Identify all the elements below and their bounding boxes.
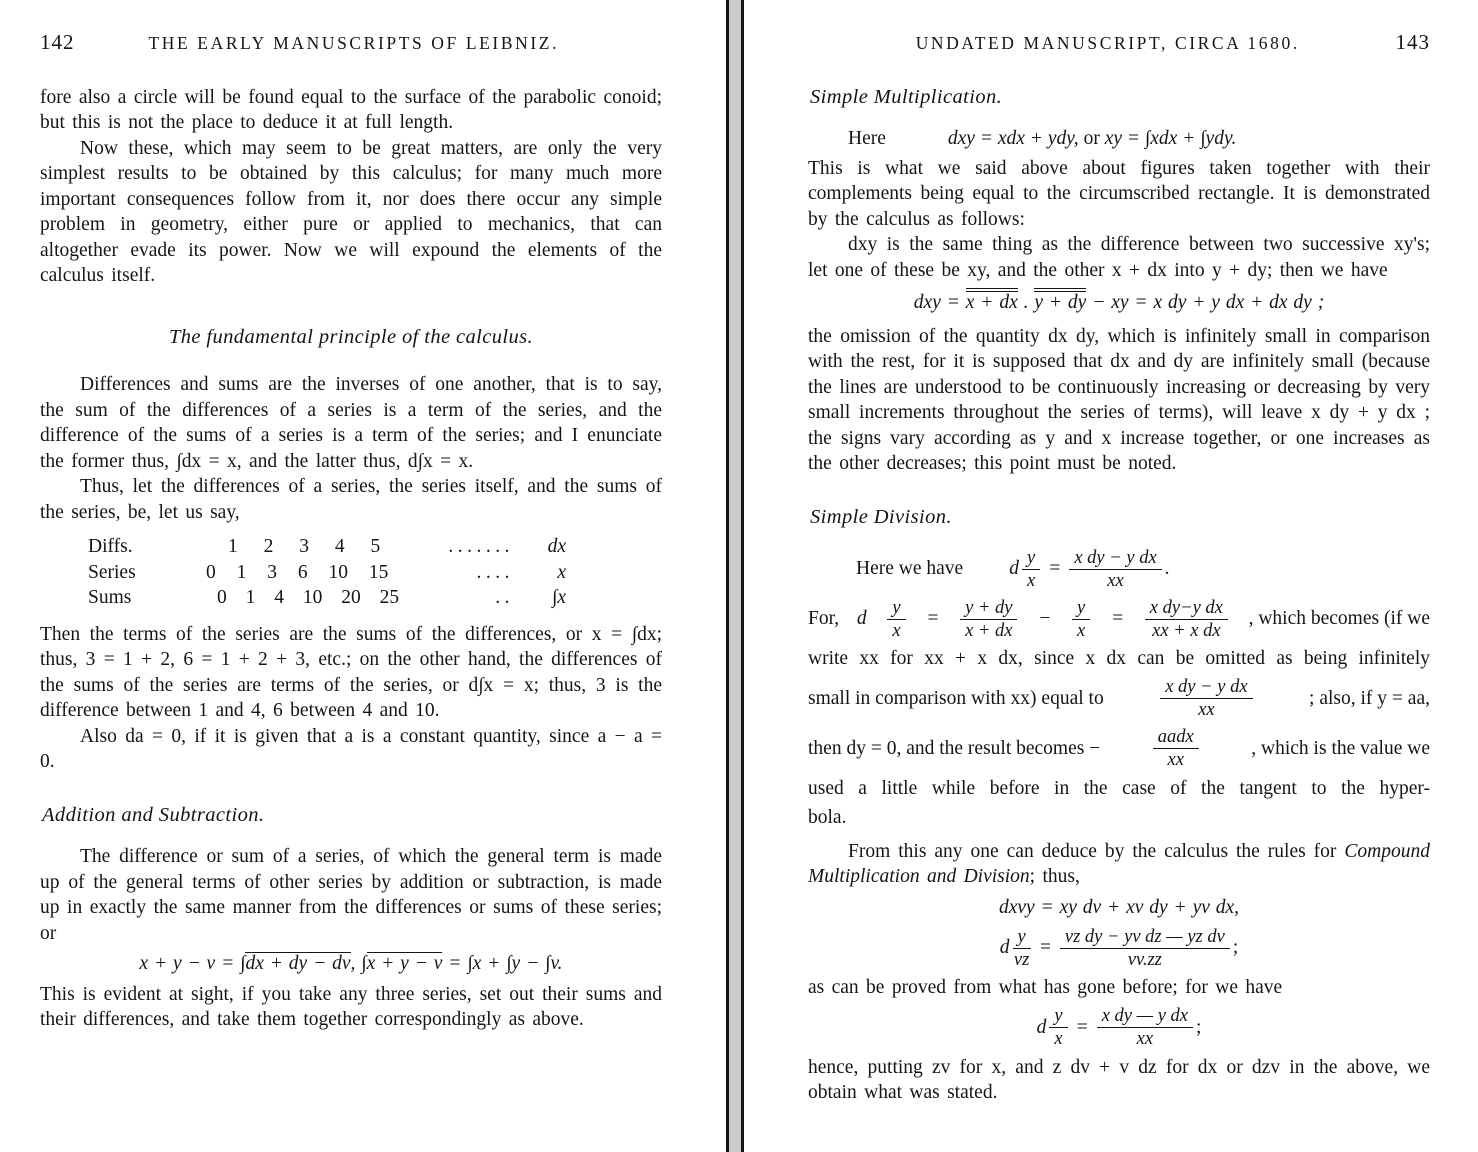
- double-overline-term: y + dy: [1034, 288, 1086, 313]
- paragraph-figures-complements: This is what we said above about figures taken together with their complements being equal to the circumscribed rectangle. It is demonstrated by the calculus as follows:: [808, 157, 1430, 230]
- row-values: 1 2 3 4 5: [228, 536, 381, 557]
- paragraph-conoid: fore also a circle will be found equal to the surface of the parabolic conoid; but this is not the place to deduce it at full length.: [40, 86, 662, 133]
- paragraph-dxy-difference: dxy is the same thing as the difference between two successive xy's; let one of these be xy, and the other x + dx into y + dy; then we have: [808, 234, 1430, 281]
- denominator: xx: [1198, 700, 1215, 720]
- row-label: Diffs.: [88, 536, 133, 557]
- running-head-left: [40, 30, 662, 57]
- row-symbol: x: [557, 561, 566, 583]
- running-title-left: THE EARLY MANUSCRIPTS OF LEIBNIZ.: [148, 33, 560, 53]
- numerator: y + dy: [960, 598, 1017, 620]
- fraction-aadx-over-xx: [1153, 727, 1199, 770]
- text-segment: , which becomes (if we: [1248, 608, 1430, 630]
- denominator: x + dx: [965, 620, 1013, 641]
- denominator: vv.zz: [1127, 949, 1162, 970]
- page-right-143: [808, 30, 1430, 1106]
- denominator: xx: [1136, 1029, 1154, 1049]
- text-segment: , which is the value we: [1251, 737, 1430, 759]
- formula-segment: dxy = xdx + ydy,: [947, 128, 1079, 149]
- denominator: xx + x dx: [1152, 620, 1221, 641]
- paragraph-compound-rules: [808, 839, 1430, 890]
- running-head-right: [808, 30, 1430, 57]
- denominator: xx: [1167, 750, 1184, 770]
- formula-segment: xy = ∫xdx + ∫ydy.: [1104, 128, 1237, 149]
- d-operator: d: [856, 608, 867, 630]
- text-segment: then dy = 0, and the result becomes −: [808, 737, 1101, 759]
- minus-sign: −: [1038, 608, 1052, 630]
- d-operator: d: [1009, 558, 1019, 580]
- formula-line-for-derivation: [808, 596, 1430, 642]
- equals-sign: =: [926, 608, 940, 630]
- table-row-series: [88, 560, 566, 586]
- denominator: x: [1026, 570, 1036, 591]
- formula-segment: or: [1078, 128, 1105, 149]
- section-heading-simple-division: Simple Division.: [810, 505, 952, 528]
- fraction-vzdy-over-vvzz: [1060, 927, 1230, 970]
- fraction-ydy-over-xdx: [960, 598, 1017, 641]
- equals-sign: =: [1075, 1016, 1089, 1038]
- formula-line-equal-to: [808, 676, 1430, 722]
- numerator: vz dy − yv dz — yz dv: [1060, 927, 1230, 949]
- text-segment: From this any one can deduce by the calculus the rules for: [848, 840, 1345, 862]
- formula-segment: dxy =: [913, 292, 966, 313]
- formula-compound-division: [808, 925, 1430, 971]
- overline-term: x + y − v: [366, 953, 443, 974]
- fraction-xdy-ydx-over-xx: [1097, 1006, 1193, 1049]
- row-symbol: ∫x: [552, 587, 566, 608]
- formula-dxy-expansion: [808, 288, 1430, 316]
- punctuation: .: [1164, 558, 1170, 580]
- paragraph-proved-before: as can be proved from what has gone before; for we have: [808, 977, 1283, 998]
- double-overline-term: x + dx: [966, 288, 1018, 313]
- formula-segment: x + y − v = ∫: [139, 953, 246, 974]
- paragraph-difference-or-sum: The difference or sum of a series, of which the general term is made up of the general terms of other series by addition or subtraction, is made up in exactly the same manner from the differences or sums of these series; or: [40, 846, 662, 944]
- formula-line-division-here: [808, 546, 1430, 592]
- table-row-sums: [88, 585, 566, 611]
- equals-sign: =: [1048, 558, 1062, 580]
- denominator: vz: [1013, 949, 1030, 970]
- numerator: x dy − y dx: [1160, 677, 1252, 699]
- section-heading-fundamental-principle: The fundamental principle of the calculus.: [168, 325, 534, 348]
- formula-division-recap: [808, 1005, 1430, 1051]
- text-line-write-xx: write xx for xx + x dx, since x dx can be omitted as being infinitely: [808, 648, 1430, 669]
- punctuation: ;: [1196, 1016, 1202, 1038]
- row-dots: .......: [448, 536, 514, 557]
- row-values: 0 1 4 10 20 25: [217, 587, 400, 608]
- text-line-bola: bola.: [808, 807, 847, 828]
- denominator: x: [1077, 620, 1086, 641]
- punctuation: ;: [1232, 937, 1239, 959]
- equals-sign: =: [1038, 937, 1052, 959]
- section-heading-addition-subtraction: Addition and Subtraction.: [42, 803, 265, 826]
- text-line-tangent-hyperbola: used a little while before in the case of the tangent to the hyper-: [808, 777, 1430, 799]
- for-label: For,: [808, 608, 840, 630]
- row-dots: ..: [495, 587, 514, 608]
- row-values: 0 1 3 6 10 15: [206, 561, 389, 583]
- equals-sign: =: [1110, 608, 1125, 630]
- fraction-y-over-x: [1022, 548, 1040, 591]
- page-number-left: 142: [40, 30, 75, 54]
- formula-addition-subtraction: [40, 951, 662, 977]
- table-row-diffs: [88, 534, 566, 560]
- formula-segment: , ∫: [350, 953, 367, 974]
- denominator: xx: [1107, 570, 1124, 591]
- numerator: y: [1022, 548, 1040, 570]
- numerator: x dy−y dx: [1145, 598, 1228, 620]
- italic-phrase-compound: Compound Multiplication and Division: [808, 840, 1430, 887]
- paragraph-then-the-terms: Then the terms of the series are the sums of the differences, or x = ∫dx; thus, 3 = 1 + 2, 6 = 1 + 2 + 3, etc.; on the other hand, the differences of the sums of the series are terms of the series, or d∫x = x; thus, 3 is the difference between 1 and 4, 6 between 4 and 10.: [40, 623, 662, 721]
- numerator: y: [1013, 927, 1031, 949]
- numerator: x dy — y dx: [1097, 1006, 1193, 1028]
- formula-segment: − xy = x dy + y dx + dx dy ;: [1086, 292, 1325, 313]
- formula-line-multiplication: [808, 126, 1430, 152]
- numerator: y: [1072, 598, 1090, 620]
- row-label: Series: [88, 561, 136, 583]
- overline-term: dx + dy − dv: [245, 953, 351, 974]
- formula-segment: = ∫x + ∫y − ∫v.: [442, 953, 563, 974]
- paragraph-now-these: Now these, which may seem to be great matters, are only the very simplest results to be obtained by this calculus; for many much more important consequences follow from it, nor does there occur any simple problem in geometry, either pure or applied to mechanics, that can altogether evade its power. Now we will expound the elements of the calculus itself.: [40, 137, 662, 286]
- fraction-y-over-x: [1072, 598, 1090, 641]
- row-label: Sums: [88, 587, 132, 608]
- fraction-y-over-x: [1049, 1006, 1067, 1049]
- section-heading-simple-multiplication: Simple Multiplication.: [810, 85, 1003, 108]
- fraction-xdy-ydx-over-xx: [1160, 677, 1252, 720]
- page-number-right: 143: [1395, 30, 1430, 54]
- text-segment: small in comparison with xx) equal to: [808, 687, 1104, 709]
- paragraph-differences-and-sums: Differences and sums are the inverses of one another, that is to say, the sum of the differences of a series is a term of the series, and the difference of the sums of a series is a term of the series; and I enunciate the former thus, ∫dx = x, and the latter thus, d∫x = x.: [40, 374, 662, 472]
- numerator: aadx: [1153, 727, 1199, 749]
- running-title-right: UNDATED MANUSCRIPT, CIRCA 1680.: [915, 33, 1300, 53]
- here-label: Here we have: [856, 558, 964, 580]
- row-symbol: dx: [547, 536, 566, 557]
- numerator: x dy − y dx: [1069, 548, 1161, 570]
- numerator: y: [887, 598, 905, 620]
- d-operator: d: [1036, 1016, 1047, 1038]
- paragraph-evident-at-sight: This is evident at sight, if you take any three series, set out their sums and their differences, and take them together correspondingly as above.: [40, 983, 662, 1030]
- row-dots: ....: [476, 561, 514, 583]
- page-gutter-divider: [726, 0, 744, 1152]
- paragraph-thus-let: Thus, let the differences of a series, the series itself, and the sums of the series, be, let us say,: [40, 476, 662, 523]
- text-segment: ; also, if y = aa,: [1309, 687, 1430, 709]
- here-label: Here: [848, 128, 886, 149]
- fraction-y-over-x: [887, 598, 905, 641]
- paragraph-omission-dxdy: the omission of the quantity dx dy, which is infinitely small in comparison with the rest, for it is supposed that dx and dy are infinitely small (because the lines are understood to be continuously increasing or decreasing by very small increments throughout the series of terms), will leave x dy + y dx ; the signs vary according as y and x increase together, or one increases as the other decreases; this point must be noted.: [808, 325, 1430, 474]
- formula-segment: .: [1017, 292, 1035, 313]
- denominator: x: [892, 620, 901, 641]
- denominator: x: [1054, 1029, 1063, 1049]
- fraction-xdy-ydx-over-xx: [1069, 548, 1161, 591]
- text-segment: ; thus,: [1029, 866, 1080, 887]
- formula-dxvy: dxvy = xy dv + xv dy + yv dx,: [998, 896, 1240, 918]
- fraction-xdy-ydx-over-xxxdx: [1145, 598, 1228, 641]
- series-table: [88, 534, 566, 611]
- numerator: y: [1049, 1006, 1067, 1028]
- paragraph-hence-putting: hence, putting zv for x, and z dv + v dz for dx or dzv in the above, we obtain what was stated.: [808, 1056, 1430, 1103]
- formula-line-result-becomes: [808, 726, 1430, 772]
- page-left-142: [40, 30, 662, 1033]
- d-operator: d: [999, 937, 1010, 959]
- paragraph-also-da: Also da = 0, if it is given that a is a constant quantity, since a − a = 0.: [40, 725, 662, 772]
- fraction-y-over-vz: [1013, 927, 1031, 970]
